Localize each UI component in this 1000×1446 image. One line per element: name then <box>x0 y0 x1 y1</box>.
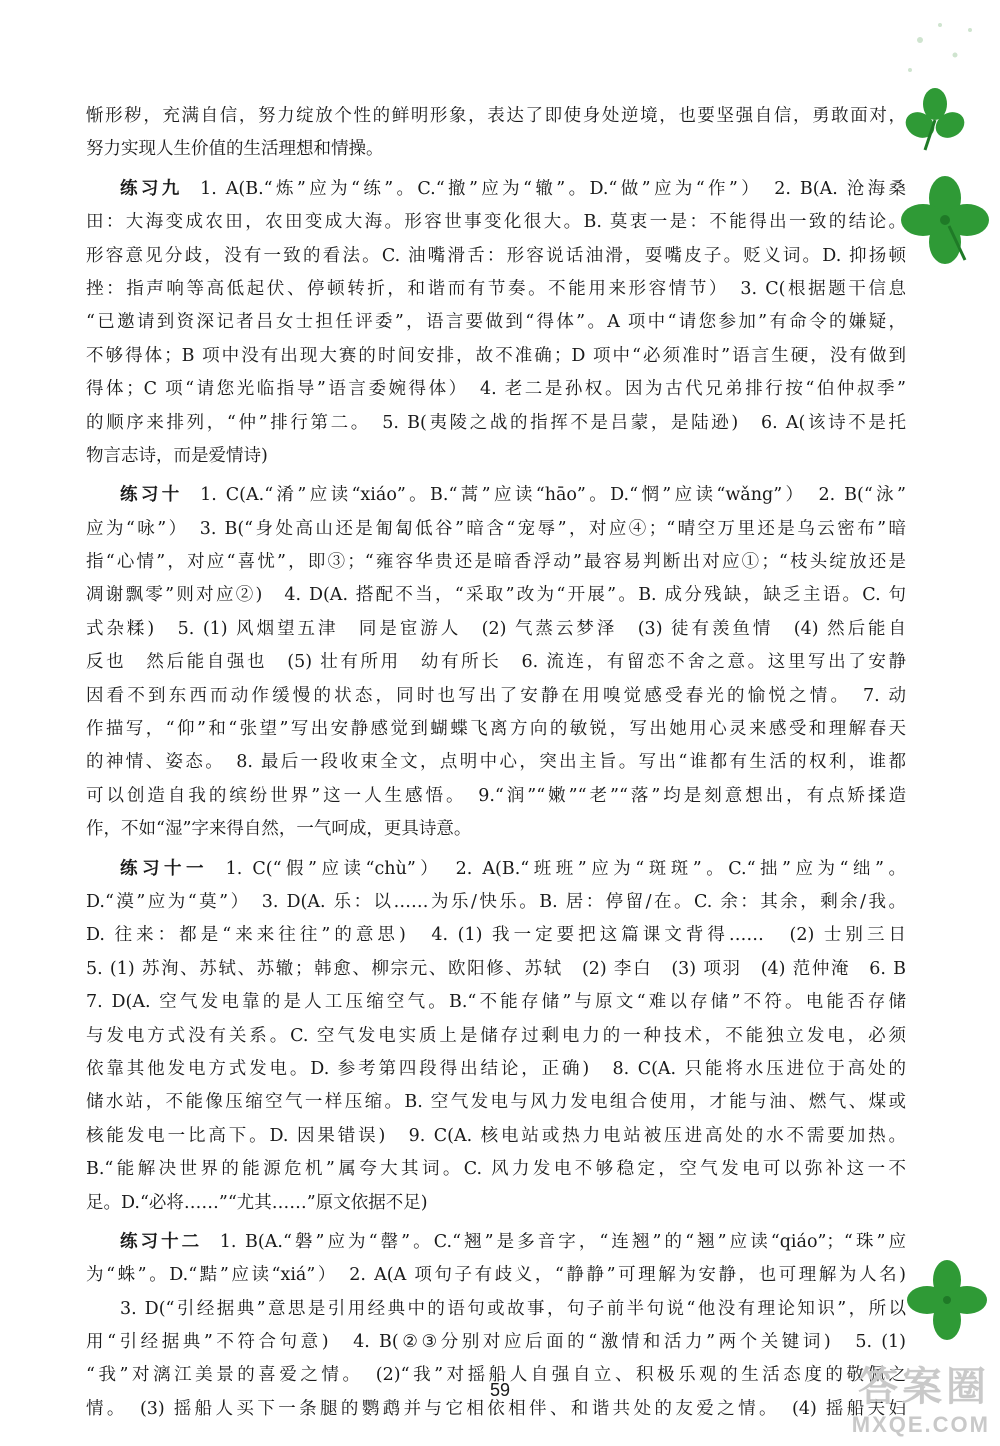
text-line: 凋谢飘零”则对应②) 4. D(A. 搭配不当，“采取”改为“开展”。B. 成分残缺，缺乏主语。C. 句 <box>86 585 906 606</box>
text-line: 足。D.“必将……”“尤其……”原文依据不足) <box>86 1192 428 1213</box>
text-line: 储水站，不能像压缩空气一样压缩。B. 空气发电与风力发电组合使用，才能与油、燃气、煤或 <box>86 1092 906 1113</box>
text-line: 为“蛛”。D.“黠”应读“xiá”） 2. A(A 项句子有歧义，“静静”可理解为安静，也可理解为人名) <box>86 1265 906 1286</box>
text-line: 3. D(“引经据典”意思是引用经典中的语句或故事，句子前半句说“他没有理论知识”，所以 <box>120 1298 906 1319</box>
clover-decoration-bottom <box>895 1240 1000 1370</box>
sparkle-dots <box>908 23 972 72</box>
text-line: 情。 (3) 摇船人买下一条腿的鹦鹉并与它相依相伴、和谐共处的友爱之情。 (4) 摇船夫妇 <box>86 1398 906 1419</box>
text-line: 惭形秽，充满自信，努力绽放个性的鲜明形象，表达了即使身处逆境，也要坚强自信，勇敢面对， <box>86 106 906 126</box>
text-line: 可以创造自我的缤纷世界”这一人生感悟。 9.“润”“嫩”“老”“落”均是刻意想出，有点矫揉造 <box>86 785 906 806</box>
text-line: 核能发电一比高下。D. 因果错误) 9. C(A. 核电站或热力电站被压进高处的水不需要加热。 <box>86 1125 906 1146</box>
text-line: 因看不到东西而动作缓慢的状态，同时也写出了安静在用嗅觉感受春光的愉悦之情。 7. 动 <box>86 685 906 706</box>
exercise-heading: 练习十一 <box>120 858 209 879</box>
text-line: “已邀请到资深记者吕女士担任评委”，语言要做到“得体”。A 项中“请您参加”有命令的嫌疑， <box>86 312 906 333</box>
text-line: 不够得体；B 项中没有出现大赛的时间安排，故不准确；D 项中“必须准时”语言生硬，没有做到 <box>86 345 906 366</box>
exercise-heading: 练习九 <box>120 178 183 199</box>
text-line: “我”对漓江美景的喜爱之情。 (2)“我”对摇船人自强自立、积极乐观的生活态度的敬佩之 <box>86 1365 906 1386</box>
text-line: 作描写，“仰”和“张望”写出安静感觉到蝴蝶飞离方向的敏锐，写出她用心灵来感受和理解春天 <box>86 719 906 740</box>
three-leaf-clover-icon <box>901 88 969 150</box>
text-line: 形容意见分歧，没有一致的看法。C. 油嘴滑舌：形容说话油滑，耍嘴皮子。贬义词。D. 抑扬顿 <box>86 245 906 266</box>
text-line: 1. C(“假”应读“chù”） 2. A(B.“班班”应为“斑斑”。C.“拙”应为“绌”。 <box>225 858 906 879</box>
text-line: 的神情、姿态。 8. 最后一段收束全文，点明中心，突出主旨。写出“谁都有生活的权利，谁都 <box>86 752 906 773</box>
text-line: D. 往来：都是“来来往往”的意思) 4. (1) 我一定要把这篇课文背得…… (2) 士别三日 <box>86 925 906 946</box>
paragraph-intro <box>86 100 906 167</box>
four-leaf-clover-icon <box>901 176 989 264</box>
text-line: 努力实现人生价值的生活理想和情操。 <box>86 139 384 160</box>
text-line: 挫：指声响等高低起伏、停顿转折，和谐而有节奏。不能用来形容情节） 3. C(根据题干信息 <box>86 278 906 299</box>
text-line: 7. D(A. 空气发电靠的是人工压缩空气。B.“不能存储”与原文“难以存储”不符。电能否存储 <box>86 992 906 1013</box>
text-line: 5. (1) 苏洵、苏轼、苏辙；韩愈、柳宗元、欧阳修、苏轼 (2) 李白 (3) 项羽 (4) 范仲淹 6. B <box>86 958 906 979</box>
text-line: 应为“咏”） 3. B(“身处高山还是匍匐低谷”暗含“宠辱”，对应④；“晴空万里还是乌云密布”暗 <box>86 518 906 539</box>
text-line: 1. C(A.“淆”应读“xiáo”。B.“蒿”应读“hāo”。D.“惘”应读“wǎng”） 2. B(“泳” <box>200 485 906 506</box>
text-line: 的顺序来排列，“仲”排行第二。 5. B(夷陵之战的指挥不是吕蒙，是陆逊) 6. A(该诗不是托 <box>86 412 906 433</box>
page-number: 59 <box>489 1380 511 1400</box>
four-leaf-clover-icon <box>907 1260 987 1340</box>
watermark-title: 答案圈 <box>858 1365 990 1409</box>
text-line: 得体；C 项“请您光临指导”语言委婉得体） 4. 老二是孙权。因为古代兄弟排行按“伯仲叔季” <box>86 379 906 400</box>
text-line: 与发电方式没有关系。C. 空气发电实质上是储存过剩电力的一种技术，不能独立发电，必须 <box>86 1025 906 1046</box>
text-line: 作，不如“湿”字来得自然，一气呵成，更具诗意。 <box>86 819 472 840</box>
text-line: 1. A(B.“炼”应为“练”。C.“撤”应为“辙”。D.“做”应为“作”） 2. B(A. 沧海桑 <box>200 178 906 199</box>
text-line: 物言志诗，而是爱情诗) <box>86 445 268 466</box>
text-line: 用“引经据典”不符合句意) 4. B(②③分别对应后面的“激情和活力”两个关键词) 5. (1) <box>86 1332 906 1353</box>
text-line: D.“漠”应为“莫”） 3. D(A. 乐：以……为乐/快乐。B. 居：停留/在。C. 余：其余，剩余/我。 <box>86 891 906 912</box>
text-line: 式杂糅) 5. (1) 风烟望五津 同是宦游人 (2) 气蒸云梦泽 (3) 徒有羡鱼情 (4) 然后能自 <box>86 618 906 639</box>
paragraph-exercise-11 <box>86 853 906 1220</box>
answer-text-body <box>86 100 906 1426</box>
text-line: 反也 然后能自强也 (5) 壮有所用 幼有所长 6. 流连，有留恋不舍之意。这里写出了安静 <box>86 652 906 673</box>
watermark-url: MXQE.COM <box>851 1412 990 1437</box>
exercise-heading: 练习十二 <box>120 1231 203 1252</box>
text-line: 田：大海变成农田，农田变成大海。形容世事变化很大。B. 莫衷一是：不能得出一致的结论。 <box>86 212 906 233</box>
text-line: 指“心情”，对应“喜忧”，即③；“雍容华贵还是暗香浮动”最容易判断出对应①；“枝头绽放还是 <box>86 552 906 573</box>
text-line: B.“能解决世界的能源危机”属夸大其词。C. 风力发电不够稳定，空气发电可以弥补这一不 <box>86 1159 906 1180</box>
paragraph-exercise-9 <box>86 173 906 474</box>
text-line: 依靠其他发电方式发电。D. 参考第四段得出结论，正确) 8. C(A. 只能将水压进位于高处的 <box>86 1058 906 1079</box>
exercise-heading: 练习十 <box>120 485 183 506</box>
text-line: 1. B(A.“磐”应为“罄”。C.“翘”是多音字，“连翘”的“翘”应读“qiáo”；“珠”应 <box>219 1231 906 1252</box>
watermark-logo <box>852 1355 990 1438</box>
paragraph-exercise-10 <box>86 479 906 846</box>
